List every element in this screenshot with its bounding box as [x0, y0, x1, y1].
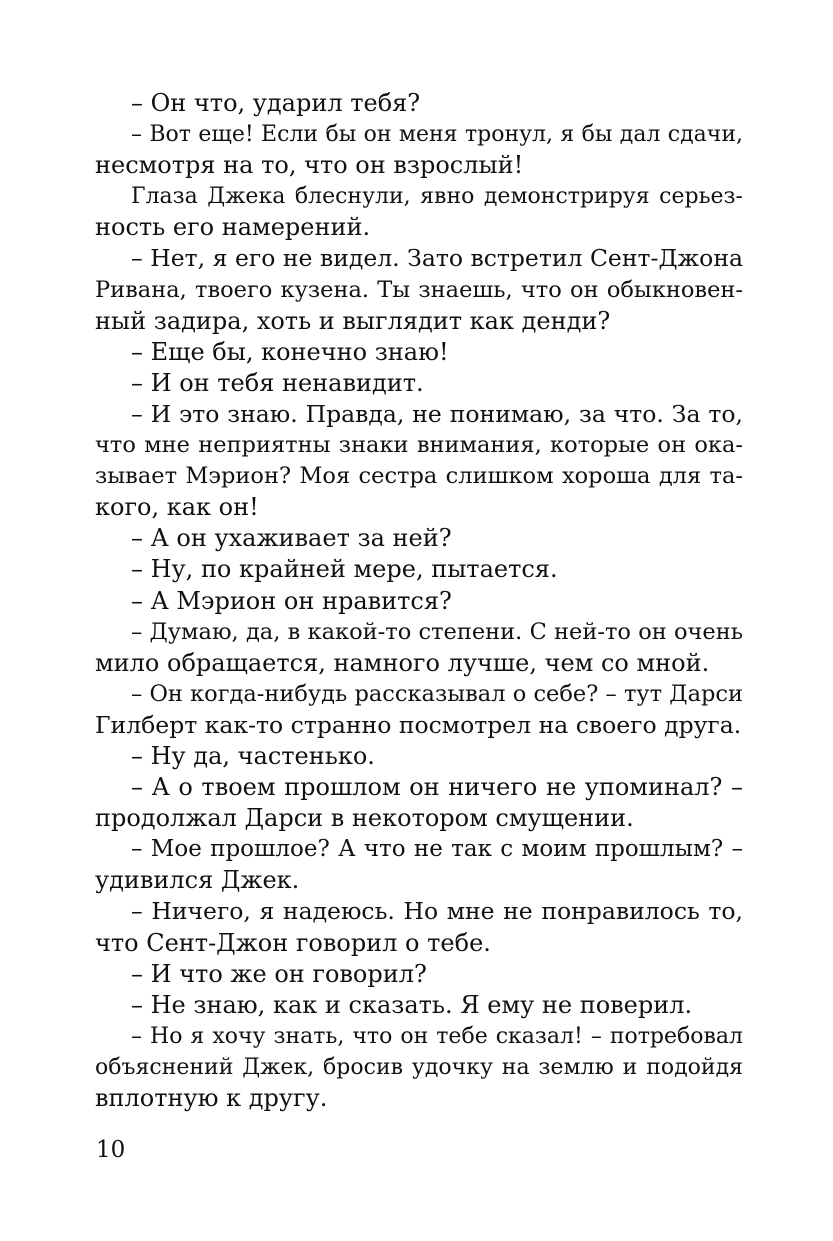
text-line-28: что Сент-Джон говорил о тебе.: [95, 928, 491, 957]
text-line-29: – И что же он говорил?: [131, 959, 427, 988]
text-line-10: – И он тебя ненавидит.: [131, 368, 424, 397]
text-line-16: – Ну, по крайней мере, пытается.: [131, 555, 558, 584]
book-page-text: [95, 88, 743, 1114]
text-line-5: ность его намерений.: [95, 213, 371, 242]
text-line-1: – Он что, ударил тебя?: [131, 89, 421, 117]
text-line-22: – Ну да, частенько.: [131, 741, 375, 770]
text-line-14: кого, как он!: [95, 493, 259, 522]
text-line-24: продолжал Дарси в некотором смущении.: [95, 804, 634, 833]
text-line-15: – А он ухаживает за ней?: [131, 524, 452, 553]
text-line-11: – И это знаю. Правда, не понимаю, за что. За то,: [131, 399, 743, 428]
text-line-31: – Но я хочу знать, что он тебе сказал! – потребовал: [131, 1023, 743, 1049]
text-line-20: – Он когда-нибудь рассказывал о себе? – тут Дарси: [131, 680, 743, 707]
text-line-26: удивился Джек.: [95, 866, 300, 895]
text-line-9: – Еще бы, конечно знаю!: [131, 337, 449, 366]
text-line-13: зывает Мэрион? Моя сестра слишком хороша для та-: [95, 463, 743, 490]
text-line-33: вплотную к другу.: [95, 1084, 328, 1112]
text-line-8: ный задира, хоть и выглядит как денди?: [95, 306, 611, 335]
text-line-27: – Ничего, я надеюсь. Но мне не понравилось то,: [131, 897, 743, 926]
text-line-21: Гилберт как-то странно посмотрел на своего друга.: [95, 710, 742, 739]
text-line-6: – Нет, я его не видел. Зато встретил Сент-Джона: [131, 244, 743, 273]
page-number: 10: [96, 1137, 126, 1163]
text-line-30: – Не знаю, как и сказать. Я ему не поверил.: [131, 990, 693, 1019]
text-line-25: – Мое прошлое? А что не так с моим прошлым? –: [131, 836, 743, 863]
text-line-32: объяснений Джек, бросив удочку на землю и подойдя: [95, 1054, 743, 1080]
text-line-7: Ривана, твоего кузена. Ты знаешь, что он обыкновен-: [95, 276, 743, 303]
text-line-2: – Вот еще! Если бы он меня тронул, я бы дал сдачи,: [131, 122, 743, 148]
text-line-23: – А о твоем прошлом он ничего не упоминал? –: [131, 773, 743, 802]
text-line-19: мило обращается, намного лучше, чем со мной.: [95, 648, 710, 677]
text-line-18: – Думаю, да, в какой-то степени. С ней-то он очень: [131, 618, 743, 645]
text-line-3: несмотря на то, что он взрослый!: [95, 151, 524, 180]
text-line-4: Глаза Джека блеснули, явно демонстрируя серьез-: [131, 184, 743, 210]
text-line-17: – А Мэрион он нравится?: [131, 586, 452, 615]
text-line-12: что мне неприятны знаки внимания, которые он ока-: [95, 432, 743, 459]
